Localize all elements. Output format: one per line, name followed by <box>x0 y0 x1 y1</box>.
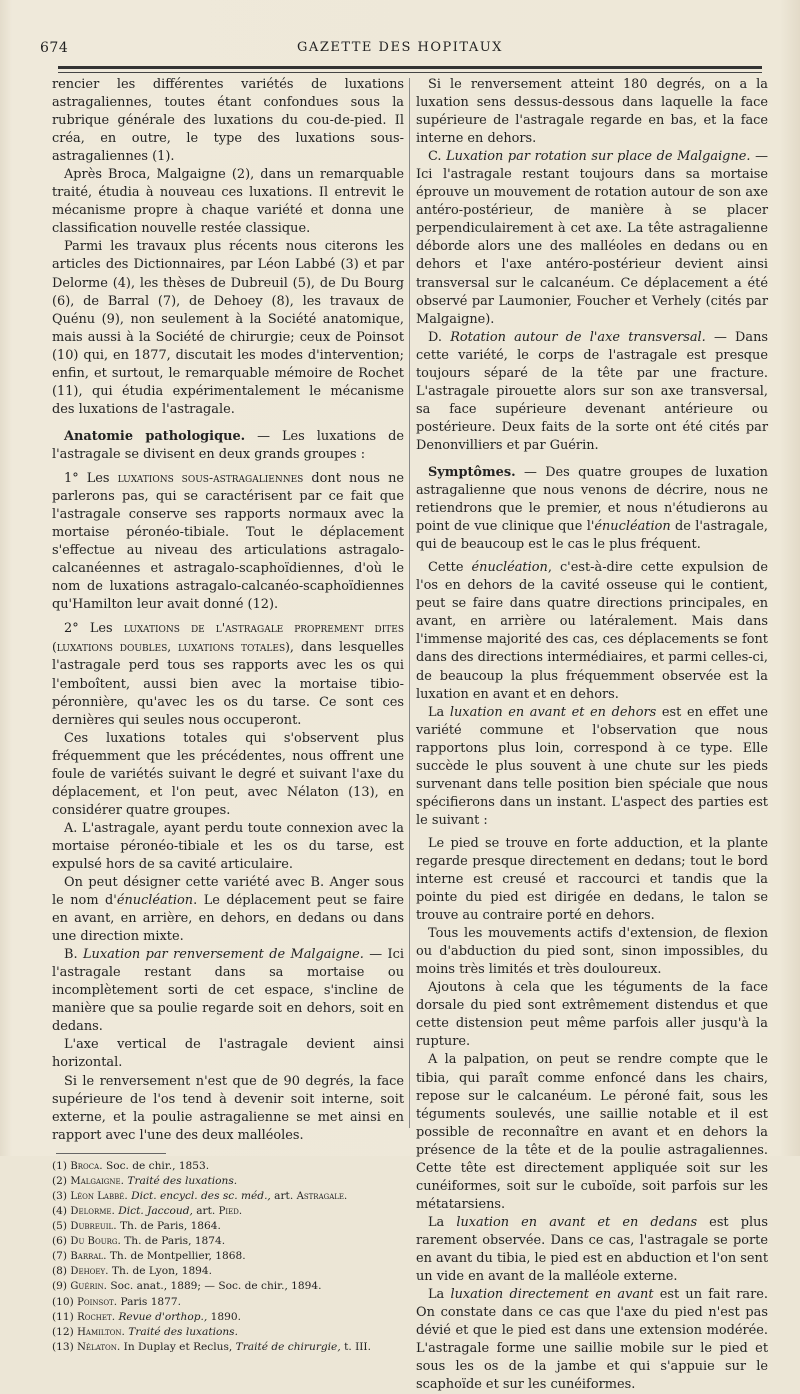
footnote: (5) Dubreuil. Th. de Paris, 1864. <box>52 1220 221 1233</box>
footnote: (1) Broca. Soc. de chir., 1853. <box>52 1159 210 1172</box>
paragraph-text: est un fait rare. On constate dans ce cas que l'axe du pied n'est pas dévié et que le pied est dans une extension modérée. L'astragale forme une saillie mobile sur le pied et sous les os de la jambe et qui s'appuie sur le scaphoïde et sur les cunéiformes. <box>416 1287 768 1393</box>
paragraph: Le pied se trouve en forte adduction, et la plante regarde presque directement en dedans; tout le bord interne est creusé et raccourci et tandis que la pointe du pied est dirigée en dedans, le talon se trouve au contraire porté en dehors. <box>416 835 768 924</box>
paragraph-text: — Les luxations de l'astragale se divisent en deux grands groupes : <box>52 428 404 462</box>
paragraph <box>416 1214 768 1286</box>
header-rule-thick <box>58 66 762 69</box>
paragraph: Si le renversement n'est que de 90 degrés, la face supérieure de l'os tend à devenir soit interne, soit externe, et la poulie astragalienne se met ainsi en rapport avec l'une des deux malléoles. <box>52 1073 404 1143</box>
italic-term: luxation en avant et en dedans <box>456 1214 698 1230</box>
italic-term: Luxation par renversement de Malgaigne. <box>82 947 364 963</box>
paragraph <box>52 874 404 946</box>
footnote: (9) Guérin. Soc. anat., 1889; — Soc. de chir., 1894. <box>52 1280 322 1293</box>
paragraph: Parmi les travaux plus récents nous citerons les articles des Dictionnaires, par Léon Labbé (3) et par Delorme (4), les thèses de Dubreuil (5), de Du Bourg (6), de Barral (7), de Dehoey (8), les travaux de Quénu (9), non seulement à la Société anatomique, mais aussi à la Société de chirurgie; ceux de Poinsot (10) qui, en 1877, discutait les modes d'intervention; enfin, et surtout, le remarquable mémoire de Rochet (11), qui étudia expérimentalement le mécanisme des luxations de l'astragale. <box>52 239 404 417</box>
paragraph-text: de l'astragale, qui de beaucoup est le cas le plus fréquent. <box>416 519 768 553</box>
paragraph-text: — Des quatre groupes de luxation astragalienne que nous venons de décrire, nous ne retiendrons que le premier, et nous n'étudierons au point de vue clinique que l' <box>416 464 768 535</box>
paragraph-text: — Ici l'astragale restant toujours dans sa mortaise éprouve un mouvement de rotation autour de son axe antéro-postérieur, de manière à se placer perpendiculairement à cet axe. La tête astragalienne déborde alors une des malléoles en dedans ou en dehors et l'axe antéro-postérieur devient ainsi transversal sur le calcanéum. Ce déplacement a été observé par Laumonier, Foucher et Verhely (cités par Malgaigne). <box>416 149 768 327</box>
footnote: (11) Rochet. Revue d'orthop., 1890. <box>52 1310 241 1323</box>
paragraph: Ajoutons à cela que les téguments de la face dorsale du pied sont extrêmement distendus et que cette distension peut même parfois aller jusqu'à la rupture. <box>416 980 768 1050</box>
paragraph-text: , dans lesquelles l'astragale perd tous ses rapports avec les os qui l'emboîtent, aussi bien avec la mortaise tibio-péronnière, qu'avec les os du tarse. Ce sont ces dernières qui seules nous occuperont. <box>52 640 405 728</box>
paragraph-symptomes <box>416 464 768 554</box>
paragraph-text: est plus rarement observée. Dans ce cas, l'astragale se porte en avant du tibia, le pied est en abduction et l'on sent un vide en avant de la malléole externe. <box>416 1214 768 1285</box>
paragraph <box>52 469 404 614</box>
paragraph-text: C. <box>428 149 447 165</box>
paragraph: Tous les mouvements actifs d'extension, de flexion ou d'abduction du pied sont, sinon impossibles, du moins très limités et très douloureux. <box>416 926 768 978</box>
header-rule-thin <box>58 72 762 73</box>
paragraph: Ces luxations totales qui s'observent plus fréquemment que les précédentes, nous offrent une foule de variétés suivant le degré et suivant l'axe du déplacement, et l'on peut, avec Nélaton (13), en considérer quatre groupes. <box>52 730 404 818</box>
paragraph-text: est en effet une variété commune et l'observation que nous rapportons plus loin, correspond à ce type. Elle succède le plus souvent à une chute sur les pieds survenant dans telle position bien spéciale que nous spécifierons dans un instant. L'aspect des parties est le suivant : <box>416 704 768 828</box>
paragraph-text: B. <box>64 947 83 963</box>
italic-term: Luxation par rotation sur place de Malgaigne. <box>446 149 751 165</box>
italic-term: luxation directement en avant <box>450 1287 654 1303</box>
paragraph <box>416 329 768 455</box>
small-caps-term: luxations de l'astragale proprement dites (luxations doubles, luxations totales) <box>52 621 404 655</box>
small-caps-term: luxations sous-astragaliennes <box>117 470 304 485</box>
paragraph-text: dont nous ne parlerons pas, qui se caractérisent par ce fait que l'astragale conserve ses rapports normaux avec la mortaise péronéo-tibiale. Tout le déplacement s'effectue au niveau des articulations astragalo-calcanéennes et astragalo-scaphoïdiennes, d'où le nom de luxations astragalo-calcanéo-scaphoïdiennes qu'Hamilton leur avait donné (12). <box>52 470 405 613</box>
footnote: (8) Dehoey. Th. de Lyon, 1894. <box>52 1265 213 1278</box>
paragraph: L'axe vertical de l'astragale devient ainsi horizontal. <box>52 1037 404 1071</box>
paragraph: Après Broca, Malgaigne (2), dans un remarquable traité, étudia à nouveau ces luxations. Il entrevit le mécanisme propre à chaque variété et donna une classification nouvelle restée classique. <box>52 167 404 237</box>
paragraph: rencier les différentes variétés de luxations astragaliennes, toutes étant confondues sous la rubrique générale des luxations du cou-de-pied. Il créa, en outre, le type des luxations sous-astragaliennes (1). <box>52 77 404 165</box>
page-header <box>40 38 760 62</box>
italic-term: Rotation autour de l'axe transversal. <box>450 329 706 345</box>
journal-title: GAZETTE DES HOPITAUX <box>297 40 503 55</box>
section-heading: Anatomie pathologique. <box>64 428 246 444</box>
paragraph: A. L'astragale, ayant perdu toute connexion avec la mortaise péronéo-tibiale et les os du tarse, est expulsé hors de sa cavité articulaire. <box>52 820 404 872</box>
italic-term: énucléation <box>471 560 548 576</box>
footnote: (3) Léon Labbé. Dict. encycl. des sc. méd., art. Astragale. <box>52 1189 348 1202</box>
footnote: (2) Malgaigne. Traité des luxations. <box>52 1174 238 1187</box>
italic-term: énucléation <box>594 519 671 535</box>
paragraph: A la palpation, on peut se rendre compte que le tibia, qui paraît comme enfoncé dans les chairs, repose sur le calcanéum. Le péroné fait, sous les téguments soulevés, une saillie notable et il est possible de reconnaître en avant et en dehors la présence de la tête et de la poulie astragaliennes. Cette tête est directement appliquée soit sur les cunéiformes, soit sur le cuboïde, soit parfois sur les métatarsiens. <box>416 1052 768 1212</box>
paragraph-text: , c'est-à-dire cette expulsion de l'os en dehors de la cavité osseuse qui le contient, peut se faire dans quatre directions principales, en avant, en arrière ou latéralement. Mais dans l'immense majorité des cas, ces déplacements se font dans des directions intermédiaires, et parmi celles-ci, de beaucoup la plus fréquemment observée est la luxation en avant et en dehors. <box>416 560 768 702</box>
footnote: (13) Nélaton. In Duplay et Reclus, Traité de chirurgie, t. III. <box>52 1340 371 1353</box>
paragraph-text: . Le déplacement peut se faire en avant, en arrière, en dehors, en dedans ou dans une direction mixte. <box>52 893 405 945</box>
right-column <box>416 76 768 1394</box>
paragraph <box>416 559 768 703</box>
paragraph-text: La <box>428 1214 457 1230</box>
page-number: 674 <box>40 40 69 56</box>
paragraph-text: Cette <box>428 560 472 576</box>
footnotes-rule <box>56 1153 166 1154</box>
paragraph-text: — Ici l'astragale restant dans sa mortaise ou incomplètement sorti de cet espace, s'incline de manière que sa poulie regarde soit en dehors, soit en dedans. <box>52 947 404 1035</box>
paragraph <box>416 1286 768 1394</box>
italic-term: énucléation <box>116 893 194 909</box>
column-divider <box>409 78 410 1128</box>
paragraph <box>416 148 768 328</box>
paragraph <box>52 619 404 729</box>
paragraph: Si le renversement atteint 180 degrés, on a la luxation sens dessus-dessous dans laquelle la face supérieure de l'astragale regarde en bas, et la face interne en dehors. <box>416 77 768 147</box>
paragraph-text: D. <box>428 329 451 345</box>
footnote: (12) Hamilton. Traité des luxations. <box>52 1325 238 1338</box>
paragraph-text: 2° Les <box>64 621 124 637</box>
footnotes <box>52 1159 404 1355</box>
left-column <box>52 76 404 1355</box>
section-heading: Symptômes. <box>428 464 516 480</box>
footnote: (7) Barral. Th. de Montpellier, 1868. <box>52 1250 246 1263</box>
paragraph <box>52 946 404 1036</box>
footnote: (10) Poinsot. Paris 1877. <box>52 1295 182 1308</box>
paragraph-text: On peut désigner cette variété avec B. Anger sous le nom d' <box>52 875 404 909</box>
paragraph-text: La <box>428 1287 451 1303</box>
paragraph <box>416 704 768 830</box>
paragraph-text: — Dans cette variété, le corps de l'astragale est presque toujours séparé de la tête par une fracture. L'astragale pirouette alors sur son axe transversal, sa face supérieure devenant antérieure ou postérieure. Deux faits de la sorte ont été cités par Denonvilliers et par Guérin. <box>416 329 768 453</box>
paragraph-text: La <box>428 704 450 720</box>
footnote: (6) Du Bourg. Th. de Paris, 1874. <box>52 1235 226 1248</box>
footnote: (4) Delorme. Dict. Jaccoud, art. Pied. <box>52 1205 243 1217</box>
paragraph-anatomie <box>52 428 404 464</box>
paragraph-text: 1° Les <box>64 470 118 486</box>
italic-term: luxation en avant et en dehors <box>449 704 657 720</box>
